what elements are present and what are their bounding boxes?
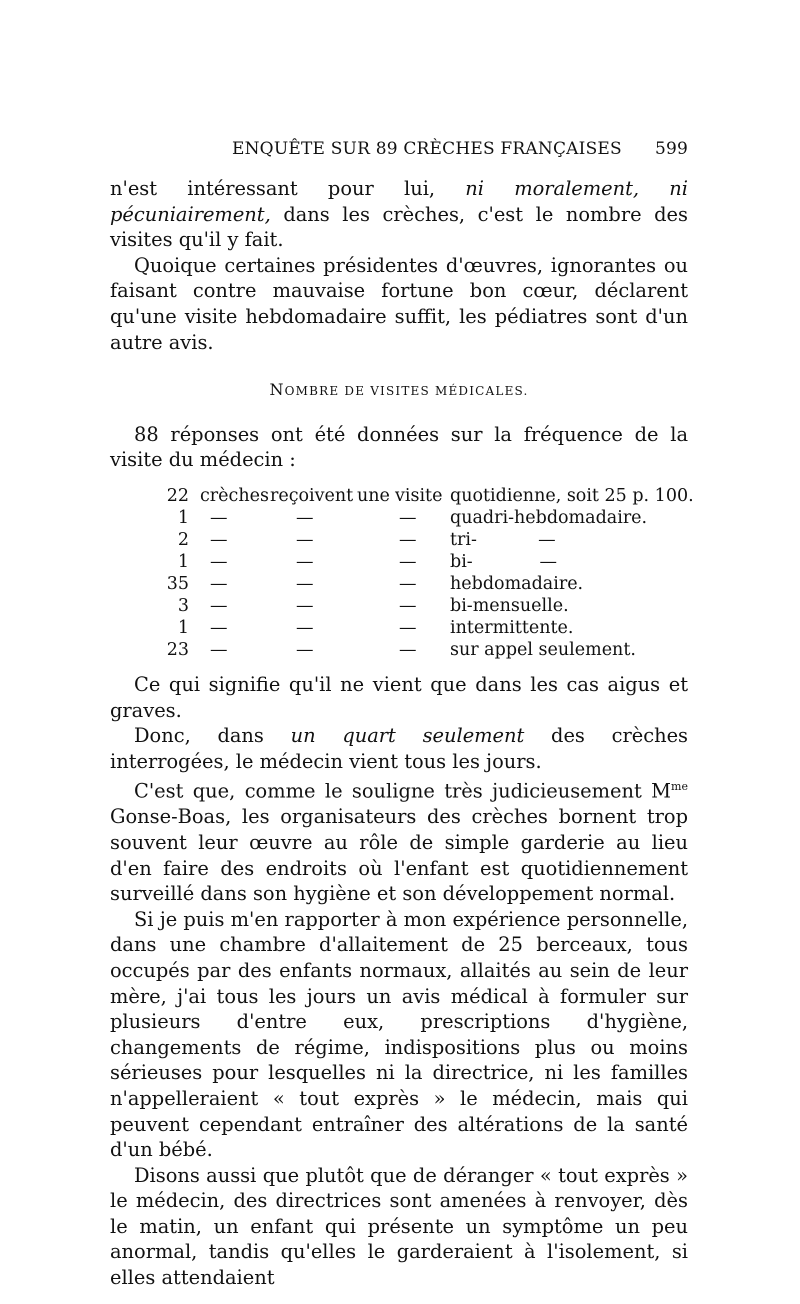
section-heading-rest: OMBRE DE VISITES MÉDICALES.: [284, 384, 529, 399]
row-description: bi-mensuelle.: [450, 595, 569, 616]
row-description: tri- —: [450, 529, 556, 550]
paragraph-8: Disons aussi que plutôt que de déranger « tout exprès » le médecin, des directrices sont amenées à renvoyer, dès le matin, un enfant qui présente un symptôme un peu anormal, tandis qu'elles le garderaient à l'isolement, si elles attendaient: [110, 1163, 688, 1290]
ditto-dash: —: [296, 617, 314, 638]
running-head: [110, 139, 688, 163]
ditto-dash: —: [296, 639, 314, 660]
row-word-visite: visite: [395, 485, 443, 506]
paragraph-1-text-a: n'est intéressant pour lui,: [110, 177, 466, 200]
table-row: [110, 594, 688, 616]
row-word-une: une: [357, 485, 390, 506]
row-description: bi- —: [450, 551, 557, 572]
table-row: [110, 616, 688, 638]
row-description: quadri-hebdomadaire.: [450, 507, 648, 528]
ditto-dash: —: [399, 595, 417, 616]
ditto-dash: —: [296, 507, 314, 528]
row-count: 23: [166, 639, 189, 660]
ditto-dash: —: [296, 551, 314, 572]
paragraph-4: Ce qui signifie qu'il ne vient que dans les cas aigus et graves.: [110, 672, 688, 722]
ditto-dash: —: [210, 529, 228, 550]
ditto-dash: —: [399, 551, 417, 572]
row-description: hebdomadaire.: [450, 573, 584, 594]
paragraph-6-text-a: C'est que, comme le souligne très judicieusement M: [134, 779, 672, 803]
ditto-dash: —: [210, 595, 228, 616]
ditto-dash: —: [296, 595, 314, 616]
paragraph-6-text-b: Gonse-Boas, les organisateurs des crèches bornent trop souvent leur œuvre au rôle de simple garderie au lieu d'en faire des endroits où l'enfant est quotidiennement surveillé dans son hygiène et son développement normal.: [110, 805, 688, 906]
row-description: sur appel seulement.: [450, 639, 636, 660]
row-count: 3: [177, 595, 189, 616]
row-count: 35: [166, 573, 189, 594]
table-row: [110, 506, 688, 528]
paragraph-2: Quoique certaines présidentes d'œuvres, ignorantes ou faisant contre mauvaise fortune bon cœur, déclarent qu'une visite hebdomadaire suffit, les pédiatres sont d'un autre avis.: [110, 253, 688, 354]
ditto-dash: —: [210, 507, 228, 528]
ditto-dash: —: [399, 529, 417, 550]
paragraph-5: [110, 723, 688, 774]
row-count: 2: [177, 529, 189, 550]
row-count: 22: [166, 485, 189, 506]
ditto-dash: —: [210, 617, 228, 638]
row-count: 1: [177, 551, 189, 572]
section-heading: [110, 377, 688, 405]
ditto-dash: —: [296, 529, 314, 550]
paragraph-7: Si je puis m'en rapporter à mon expérience personnelle, dans une chambre d'allaitement de 25 berceaux, tous occupés par des enfants normaux, allaités au sein de leur mère, j'ai tous les jours un avis médical à formuler sur plusieurs d'entre eux, prescriptions d'hygiène, changements de régime, indispositions plus ou moins sérieuses pour lesquelles ni la directrice, ni les familles n'appelleraient « tout exprès » le médecin, mais qui peuvent cependant entraîner des altérations de la santé d'un bébé.: [110, 907, 688, 1162]
body-text: [110, 176, 694, 1291]
paragraph-6: [110, 774, 688, 906]
paragraph-1-text-b: dans les crèches, c'est le nombre des visites qu'il y fait.: [110, 202, 688, 252]
row-description: intermittente.: [450, 617, 574, 638]
row-count: 1: [177, 507, 189, 528]
row-word-recoivent: reçoivent: [270, 485, 354, 506]
paragraph-6-superscript: me: [671, 780, 688, 794]
section-heading-initial: N: [269, 380, 285, 400]
ditto-dash: —: [296, 573, 314, 594]
ditto-dash: —: [399, 617, 417, 638]
ditto-dash: —: [210, 573, 228, 594]
paragraph-5-text-a: Donc, dans: [134, 724, 291, 748]
ditto-dash: —: [210, 639, 228, 660]
table-row: [110, 638, 688, 660]
ditto-dash: —: [210, 551, 228, 572]
row-word-creches: crèches: [200, 485, 269, 506]
table-row: [110, 572, 688, 594]
table-row: [110, 550, 688, 572]
row-count: 1: [177, 617, 189, 638]
page-number: 599: [654, 139, 688, 159]
paragraph-1-emphasis: ni moralement, ni pécuniairement,: [110, 177, 688, 226]
table-row: [110, 528, 688, 550]
row-description: quotidienne, soit 25 p. 100.: [450, 485, 694, 506]
ditto-dash: —: [399, 573, 417, 594]
paragraph-1: [110, 176, 688, 253]
table-rows: [110, 506, 688, 660]
visits-table: [110, 484, 694, 660]
ditto-dash: —: [399, 639, 417, 660]
paragraph-5-emphasis: un quart seulement: [290, 724, 525, 748]
table-row: [110, 484, 694, 506]
running-title: ENQUÊTE SUR 89 CRÈCHES FRANÇAISES: [232, 139, 622, 159]
ditto-dash: —: [399, 507, 417, 528]
paragraph-3: 88 réponses ont été données sur la fréquence de la visite du médecin :: [110, 422, 688, 472]
paragraph-5-text-b: des crèches interrogées, le médecin vient tous les jours.: [110, 724, 688, 773]
